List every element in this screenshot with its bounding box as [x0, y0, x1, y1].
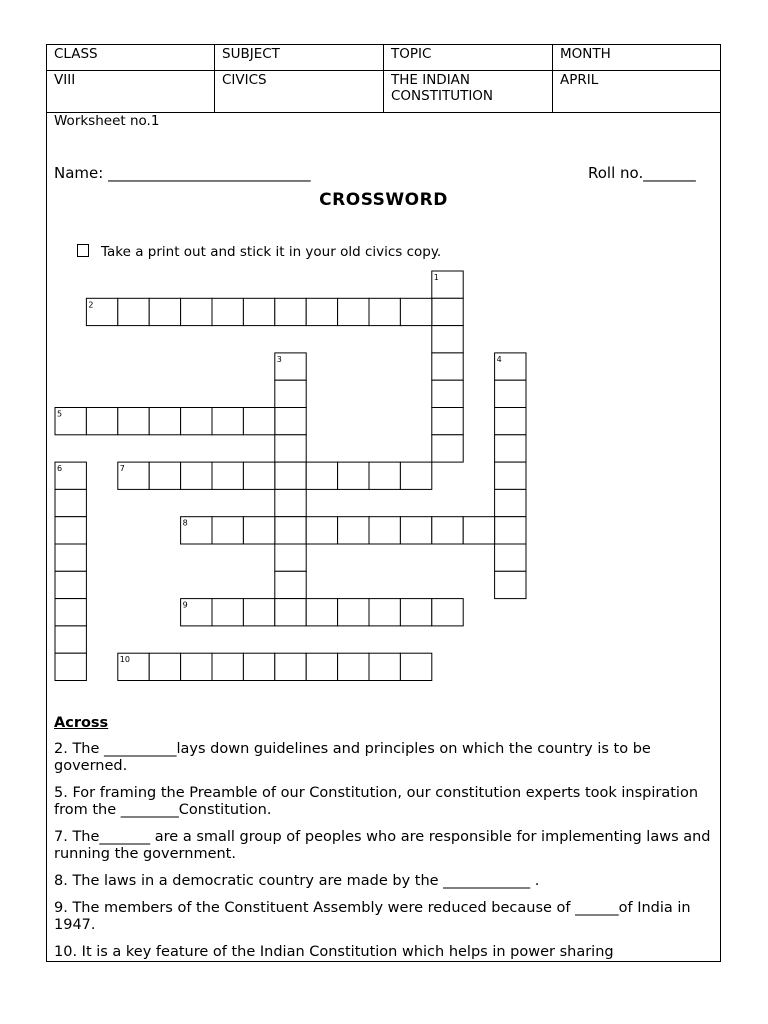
crossword-cell[interactable] [275, 380, 306, 407]
crossword-cell[interactable] [212, 517, 243, 544]
crossword-cell[interactable] [495, 544, 526, 571]
crossword-cell[interactable] [181, 462, 212, 489]
crossword-cell[interactable] [243, 462, 274, 489]
crossword-cell[interactable] [275, 408, 306, 435]
crossword-clue-number: 7 [119, 464, 125, 474]
crossword-cell[interactable] [243, 408, 274, 435]
crossword-cell[interactable] [400, 298, 431, 325]
crossword-clue-number: 6 [57, 464, 63, 474]
crossword-cell[interactable] [212, 599, 243, 626]
crossword-cell[interactable] [432, 435, 463, 462]
crossword-cell[interactable] [369, 599, 400, 626]
crossword-cell[interactable] [432, 599, 463, 626]
crossword-cell[interactable] [275, 517, 306, 544]
header-label-class: CLASS [47, 45, 215, 70]
crossword-cell[interactable] [400, 462, 431, 489]
crossword-cell[interactable] [432, 298, 463, 325]
crossword-cell[interactable] [212, 408, 243, 435]
crossword-clue-number: 3 [276, 354, 282, 364]
crossword-cell[interactable] [55, 489, 86, 516]
crossword-cell[interactable] [369, 653, 400, 680]
worksheet-number: Worksheet no.1 [54, 113, 160, 129]
instruction-text: Take a print out and stick it in your old civics copy. [101, 244, 442, 260]
crossword-cell[interactable] [243, 517, 274, 544]
crossword-cell[interactable] [55, 544, 86, 571]
crossword-cell[interactable] [432, 380, 463, 407]
crossword-cell[interactable] [212, 653, 243, 680]
clue-across-9: 9. The members of the Constituent Assembly were reduced because of ______of India in 1947. [54, 900, 691, 933]
crossword-cell[interactable] [212, 298, 243, 325]
crossword-cell[interactable] [306, 599, 337, 626]
crossword-cell[interactable] [275, 489, 306, 516]
across-heading: Across [54, 715, 109, 731]
crossword-cell[interactable] [495, 435, 526, 462]
page-title: CROSSWORD [319, 190, 448, 210]
crossword-cell[interactable] [369, 298, 400, 325]
crossword-cell[interactable] [495, 380, 526, 407]
roll-number-field[interactable]: Roll no._______ [588, 164, 696, 182]
crossword-cell[interactable] [338, 517, 369, 544]
crossword-cell[interactable] [86, 408, 117, 435]
header-value-topic: THE INDIAN CONSTITUTION [384, 71, 553, 112]
crossword-cell[interactable] [55, 517, 86, 544]
worksheet [46, 44, 721, 962]
crossword-cell[interactable] [243, 599, 274, 626]
crossword-cell[interactable] [338, 298, 369, 325]
crossword-cell[interactable] [338, 462, 369, 489]
crossword-cell[interactable] [181, 298, 212, 325]
crossword-cell[interactable] [181, 408, 212, 435]
crossword-cell[interactable] [432, 353, 463, 380]
crossword-cell[interactable] [495, 571, 526, 598]
crossword-cell[interactable] [149, 408, 180, 435]
crossword-cell[interactable] [400, 517, 431, 544]
crossword-cell[interactable] [55, 571, 86, 598]
crossword-cell[interactable] [212, 462, 243, 489]
header-value-class: VIII [47, 71, 215, 112]
header-label-subject: SUBJECT [215, 45, 384, 70]
header-value-subject: CIVICS [215, 71, 384, 112]
crossword-cell[interactable] [243, 298, 274, 325]
header-value-month: APRIL [560, 72, 599, 88]
crossword-cell[interactable] [432, 326, 463, 353]
crossword-cell[interactable] [495, 489, 526, 516]
header-label-month: MONTH [560, 46, 611, 62]
crossword-clue-number: 1 [433, 273, 439, 282]
crossword-cell[interactable] [495, 462, 526, 489]
clue-across-7: 7. The_______ are a small group of peoples who are responsible for implementing laws and running the government. [54, 829, 711, 862]
crossword-clue-number: 5 [57, 409, 63, 419]
crossword-cell[interactable] [149, 653, 180, 680]
crossword-cell[interactable] [275, 653, 306, 680]
name-field[interactable]: Name: ___________________________ [54, 164, 311, 182]
crossword-cell[interactable] [118, 408, 149, 435]
crossword-cell[interactable] [432, 408, 463, 435]
crossword-cell[interactable] [275, 599, 306, 626]
crossword-cell[interactable] [275, 462, 306, 489]
crossword-cell[interactable] [55, 599, 86, 626]
crossword-cell[interactable] [400, 653, 431, 680]
crossword-clue-number: 4 [496, 354, 502, 364]
crossword-cell[interactable] [338, 599, 369, 626]
crossword-clue-number: 9 [182, 600, 188, 610]
crossword-cell[interactable] [400, 599, 431, 626]
crossword-cell[interactable] [275, 435, 306, 462]
clue-across-10: 10. It is a key feature of the Indian Constitution which helps in power sharing [54, 944, 614, 960]
crossword-cell[interactable] [495, 408, 526, 435]
crossword-clue-number: 2 [88, 300, 94, 310]
crossword-clue-number: 8 [182, 518, 188, 528]
crossword-cell[interactable] [306, 517, 337, 544]
crossword-cell[interactable] [181, 653, 212, 680]
crossword-cell[interactable] [432, 517, 463, 544]
crossword-cell[interactable] [55, 626, 86, 653]
crossword-cell[interactable] [55, 653, 86, 680]
crossword-cell[interactable] [306, 653, 337, 680]
header-label-topic: TOPIC [384, 45, 553, 70]
crossword-cell[interactable] [306, 462, 337, 489]
crossword-cell[interactable] [369, 517, 400, 544]
crossword-cell[interactable] [338, 653, 369, 680]
crossword-cell[interactable] [275, 298, 306, 325]
crossword-cell[interactable] [149, 298, 180, 325]
crossword-cell[interactable] [118, 298, 149, 325]
crossword-cell[interactable] [463, 517, 494, 544]
clues-section [54, 715, 716, 962]
clue-across-8: 8. The laws in a democratic country are made by the ____________ . [54, 873, 540, 889]
crossword-cell[interactable] [149, 462, 180, 489]
clue-across-5: 5. For framing the Preamble of our Constitution, our constitution experts took inspiration from the ________Constitution. [54, 785, 699, 818]
crossword-cell[interactable] [306, 298, 337, 325]
crossword-cell[interactable] [275, 544, 306, 571]
crossword-cell[interactable] [369, 462, 400, 489]
crossword-cell[interactable] [275, 571, 306, 598]
clue-across-2: 2. The __________lays down guidelines and principles on which the country is to be governed. [54, 741, 651, 774]
crossword-clue-number: 10 [119, 655, 130, 665]
crossword-cell[interactable] [243, 653, 274, 680]
crossword-cell[interactable] [495, 517, 526, 544]
